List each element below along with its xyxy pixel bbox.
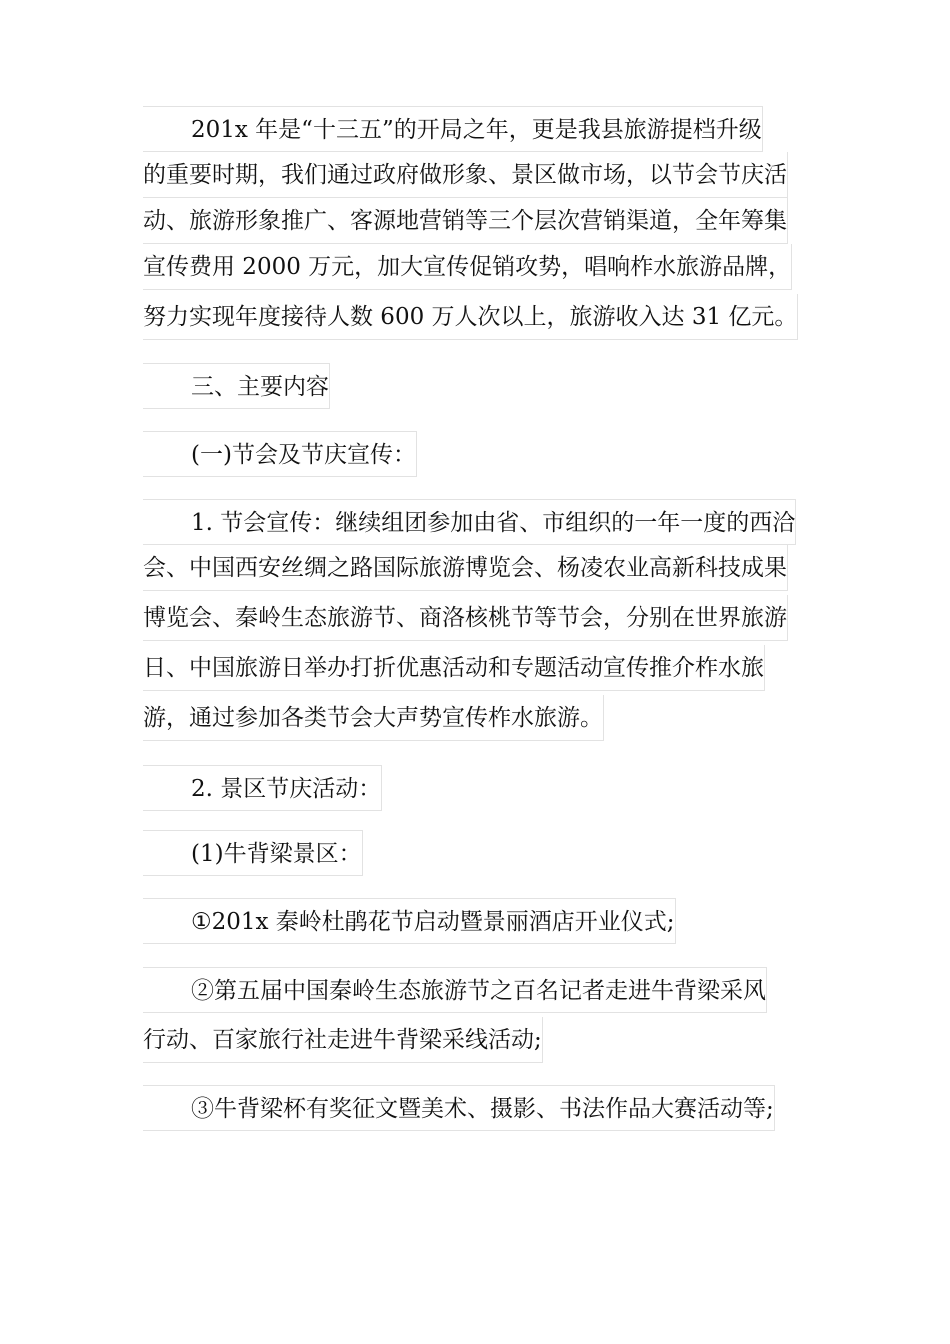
- item2-heading: 2. 景区节庆活动：: [143, 765, 382, 811]
- text-line: 博览会、秦岭生态旅游节、商洛核桃节等节会，分别在世界旅游: [143, 595, 788, 641]
- text-line: 游，通过参加各类节会大声势宣传柞水旅游。: [143, 695, 604, 741]
- text-line: 动、旅游形象推广、客源地营销等三个层次营销渠道，全年筹集: [143, 198, 788, 244]
- scenic-area-heading: (1)牛背梁景区：: [143, 830, 363, 876]
- activity-item: ③牛背梁杯有奖征文暨美术、摄影、书法作品大赛活动等;: [143, 1085, 775, 1131]
- subsection-heading: (一)节会及节庆宣传：: [143, 431, 417, 477]
- text-line: 宣传费用 2000 万元，加大宣传促销攻势，唱响柞水旅游品牌，: [143, 244, 792, 290]
- text-line: 日、中国旅游日举办打折优惠活动和专题活动宣传推介柞水旅: [143, 645, 765, 691]
- text-line: 努力实现年度接待人数 600 万人次以上，旅游收入达 31 亿元。: [143, 294, 798, 340]
- section-heading: 三、主要内容: [143, 363, 330, 409]
- text-line: 201x 年是“十三五”的开局之年，更是我县旅游提档升级: [143, 106, 763, 152]
- text-line: 会、中国西安丝绸之路国际旅游博览会、杨凌农业高新科技成果: [143, 545, 788, 591]
- text-line: 行动、百家旅行社走进牛背梁采线活动;: [143, 1017, 543, 1063]
- text-line: 1. 节会宣传：继续组团参加由省、市组织的一年一度的西洽: [143, 499, 796, 545]
- text-line: ②第五届中国秦岭生态旅游节之百名记者走进牛背梁采风: [143, 967, 767, 1013]
- text-line: 的重要时期，我们通过政府做形象、景区做市场，以节会节庆活: [143, 152, 788, 198]
- activity-item: ①201x 秦岭杜鹃花节启动暨景丽酒店开业仪式;: [143, 898, 676, 944]
